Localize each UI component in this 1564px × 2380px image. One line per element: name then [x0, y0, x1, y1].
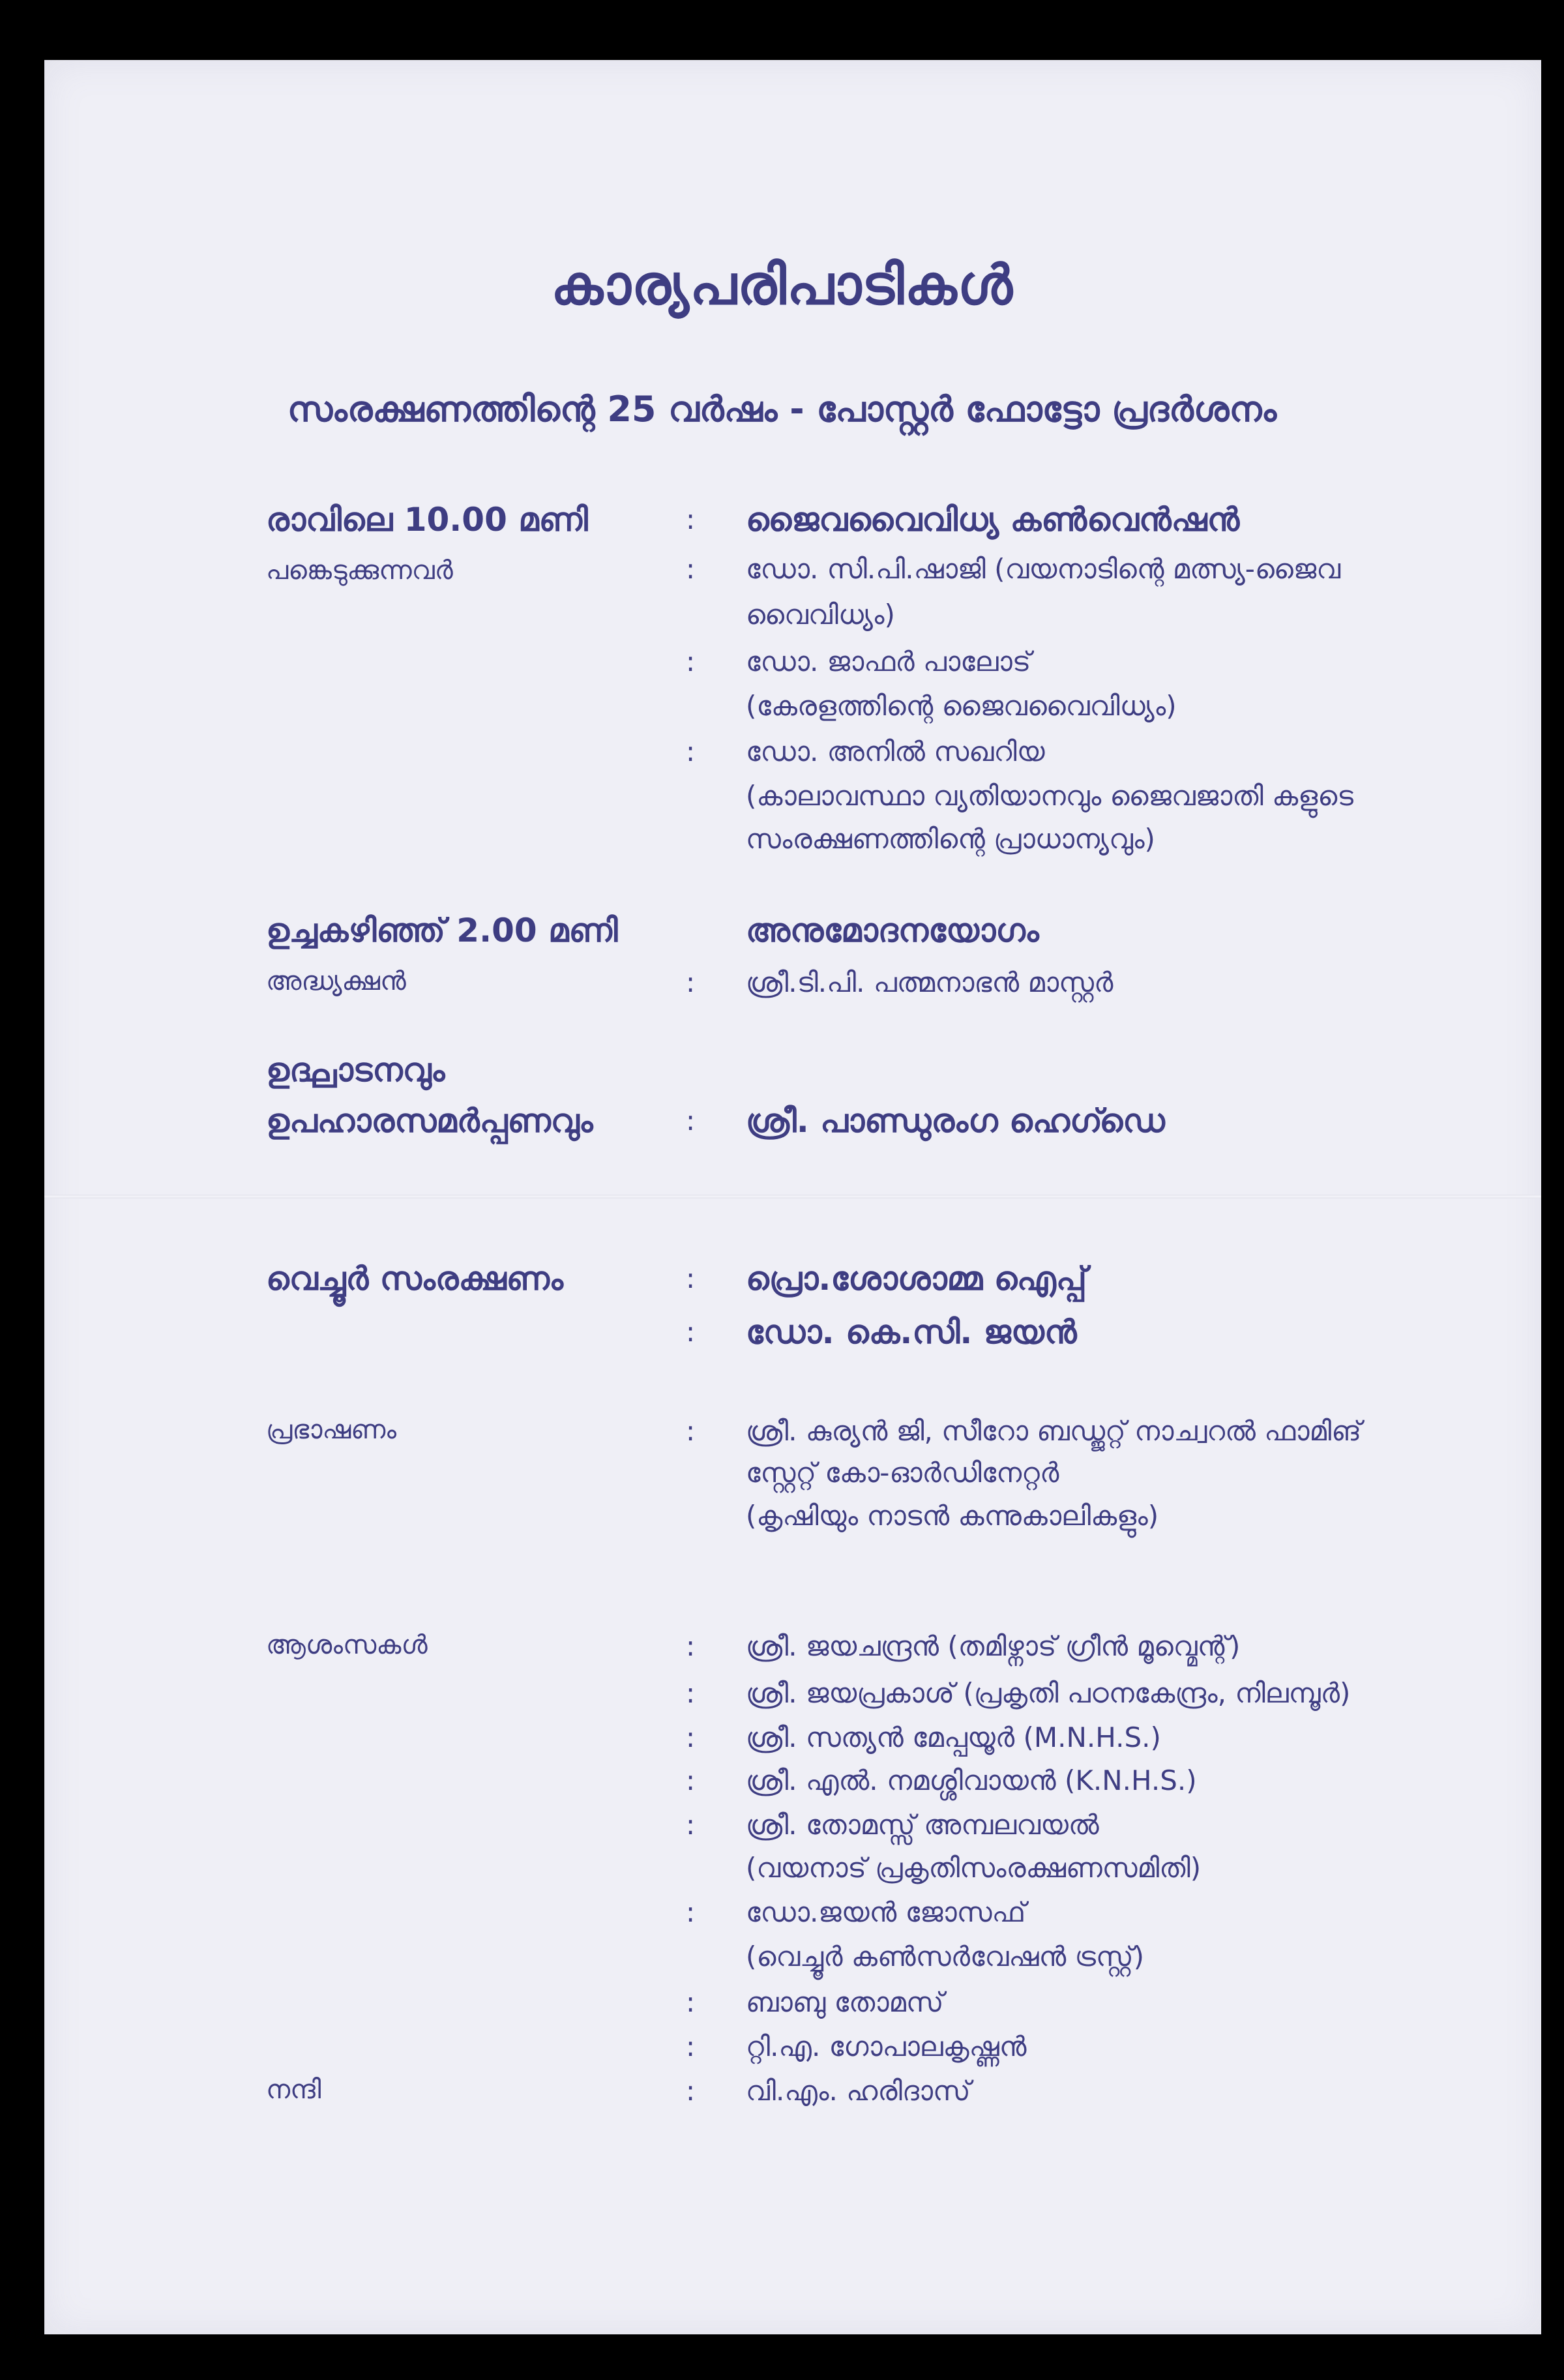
page-subtitle: സംരക്ഷണത്തിന്റെ 25 വർഷം - പോസ്റ്റർ ഫോട്ടോ പ്രദർശനം: [287, 389, 1277, 430]
fold-crease: [44, 1195, 1541, 1198]
page-title: കാര്യപരിപാടികൾ: [551, 253, 1013, 317]
greeting-3: ശ്രീ. സത്യൻ മേപ്പയൂർ (M.N.H.S.): [746, 1721, 1161, 1753]
colon: :: [686, 736, 696, 767]
vechoor-person-1: പ്രൊ.ശോശാമ്മ ഐപ്പ്: [746, 1260, 1087, 1298]
afternoon-event: അനുമോദനയോഗം: [746, 912, 1039, 949]
greeting-2: ശ്രീ. ജയപ്രകാശ് (പ്രകൃതി പഠനകേന്ദ്രം, നിലമ്പൂർ): [746, 1677, 1351, 1709]
greeting-1: ശ്രീ. ജയചന്ദ്രൻ (തമിഴ്നാട് ഗ്രീൻ മൂവ്മെന്റ്): [746, 1630, 1241, 1662]
colon: :: [686, 1986, 696, 2018]
colon: :: [686, 1105, 696, 1137]
greeting-8: റ്റി.എ. ഗോപാലകൃഷ്ണൻ: [746, 2030, 1027, 2062]
colon: :: [686, 553, 696, 585]
greetings-label: ആശംസകൾ: [266, 1630, 428, 1660]
colon: :: [686, 1677, 696, 1709]
inauguration-person: ശ്രീ. പാണ്ഡുരംഗ ഹെഗ്ഡെ: [746, 1102, 1165, 1140]
colon: :: [686, 2075, 696, 2107]
vechoor-person-2: ഡോ. കെ.സി. ജയൻ: [746, 1313, 1077, 1351]
afternoon-time: ഉച്ചകഴിഞ്ഞ് 2.00 മണി: [266, 912, 618, 949]
colon: :: [686, 1809, 696, 1841]
participant-1-topic: വൈവിധ്യം): [746, 599, 895, 631]
colon: :: [686, 1896, 696, 1928]
colon: :: [686, 1630, 696, 1662]
award-label: ഉപഹാരസമർപ്പണവും: [266, 1102, 593, 1140]
colon: :: [686, 966, 696, 998]
lecture-speaker-role: സ്റ്റേറ്റ് കോ-ഓർഡിനേറ്റർ: [746, 1457, 1059, 1489]
greeting-6-org: (വെച്ചൂർ കൺസർവേഷൻ ട്രസ്റ്റ്): [746, 1941, 1145, 1972]
chair-person: ശ്രീ.ടി.പി. പത്മനാഭൻ മാസ്റ്റർ: [746, 966, 1114, 998]
colon: :: [686, 1316, 696, 1348]
lecture-speaker: ശ്രീ. കുര്യൻ ജി, സീറോ ബഡ്ജറ്റ് നാച്വറൽ ഫാമിങ്: [746, 1415, 1362, 1447]
chair-label: അദ്ധ്യക്ഷൻ: [266, 966, 406, 996]
greeting-7: ബാബു തോമസ്: [746, 1986, 944, 2018]
morning-time: രാവിലെ 10.00 മണി: [266, 501, 588, 539]
lecture-topic: (കൃഷിയും നാടൻ കന്നുകാലികളും): [746, 1500, 1159, 1532]
colon: :: [686, 1721, 696, 1753]
colon: :: [686, 503, 696, 535]
colon: :: [686, 2030, 696, 2062]
participant-2: ഡോ. ജാഫർ പാലോട്: [746, 646, 1031, 677]
greeting-4: ശ്രീ. എൽ. നമശ്ശിവായൻ (K.N.H.S.): [746, 1764, 1197, 1796]
participants-label: പങ്കെടുക്കുന്നവർ: [266, 556, 453, 586]
colon: :: [686, 646, 696, 677]
participant-3-topic: (കാലാവസ്ഥാ വ്യതിയാനവും ജൈവജാതി കളുടെ: [746, 780, 1353, 812]
participant-3: ഡോ. അനിൽ സഖറിയ: [746, 736, 1045, 767]
vechoor-label: വെച്ചൂർ സംരക്ഷണം: [266, 1260, 563, 1298]
colon: :: [686, 1764, 696, 1796]
colon: :: [686, 1415, 696, 1447]
participant-3-topic-cont: സംരക്ഷണത്തിന്റെ പ്രാധാന്യവും): [746, 823, 1155, 855]
colon: :: [686, 1262, 696, 1294]
participant-1: ഡോ. സി.പി.ഷാജി (വയനാടിന്റെ മത്സ്യ-ജൈവ: [746, 553, 1341, 585]
greeting-6: ഡോ.ജയൻ ജോസഫ്: [746, 1896, 1026, 1928]
thanks-person: വി.എം. ഹരിദാസ്: [746, 2075, 971, 2107]
morning-event: ജൈവവൈവിധ്യ കൺവെൻഷൻ: [746, 501, 1240, 539]
thanks-label: നന്ദി: [266, 2075, 321, 2105]
greeting-5-org: (വയനാട് പ്രകൃതിസംരക്ഷണസമിതി): [746, 1852, 1202, 1884]
greeting-5: ശ്രീ. തോമസ്സ് അമ്പലവയൽ: [746, 1809, 1099, 1841]
participant-2-topic: (കേരളത്തിന്റെ ജൈവവൈവിധ്യം): [746, 690, 1177, 722]
lecture-label: പ്രഭാഷണം: [266, 1415, 397, 1445]
inauguration-label: ഉദ്ഘാടനവും: [266, 1051, 445, 1089]
